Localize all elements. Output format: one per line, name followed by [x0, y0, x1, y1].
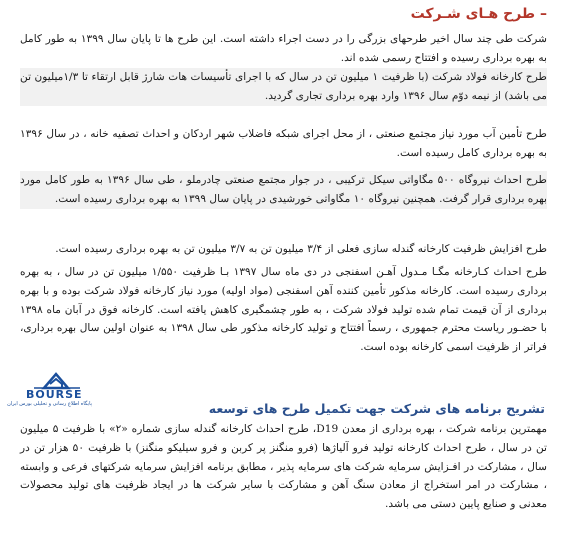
development-plans-heading: تشریح برنامه های شرکت جهت تکمیل طرح های توسعه: [208, 401, 545, 416]
paragraph-mega-module: طرح احداث کـارخانه مگـا مـدول آهـن اسفنجی در دی ماه سال ۱۳۹۷ بـا ظرفیت ۱/۵۵۰ میلیون تن در سال ، به بهره برداری رسیده است. کارخانه مذکور تأمین کننده آهن اسفنجی (مواد اولیه) مورد نیاز کارخانه فولاد شرکت بوده و با بهره برداری از آن قیمت تمام شده تولید فولاد شرکت ، به طور چشمگیری کاهش یافته است. کارخانه فوق در آبان ماه ۱۳۹۸ با حضـور ریاست محترم جمهوری ، رسماً افتتاح و تولید کارخانه مذکور طی سال ۱۳۹۸ به عنوان اولین سال بهره برداری، فراتر از ظرفیت اسمی کارخانه بوده است.: [20, 266, 548, 354]
paragraph-pellet-capacity: طرح افزایش ظرفیت کارخانه گندله سازی فعلی از ۳/۴ میلیون تن به ۳/۷ میلیون تن به بهره برداری رسیده است.: [55, 243, 547, 255]
logo-tagline: پایگاه اطلاع رسانی و تحلیلی بورس ایران: [7, 401, 92, 407]
paragraph-intro: شرکت طی چند سال اخیر طرحهای بزرگی را در دست اجراء داشته است. این طرح ها تا پایان سال ۱۳۹۹ به طور کامل به بهره برداری رسیده و افتتاح رسمی شده اند.: [20, 33, 547, 64]
paragraph-development-plans: مهمترین برنامه شرکت ، بهره برداری از معدن D19، طرح احداث کارخانه گندله سازی شماره «۲» با ظرفیت ۵ میلیون تن در سال ، طرح احداث کارخانه تولید فرو آلیاژها (فرو منگنز پر کربن و فرو سیلیکو منگنز) با ظرفیت ۵۰ هزار تن در سال ، مشارکت در افـزایش سرمایه شرکت های سرمایه پذیر ، مطابق برنامه افزایش سرمایه شرکتهای فرعی و وابسته ، مشارکت در امر استخراج از معادن سنگ آهن و مشارکت با سایر شرکت ها در ایجاد ظرفیت های تولید محصولات معدنی و صنایع پایین دستی می باشد.: [20, 423, 548, 511]
section-title: – طرح هـای شـرکت: [410, 6, 547, 22]
paragraph-power-plant: طرح احداث نیروگاه ۵۰۰ مگاواتی سیکل ترکیبی ، در جوار مجتمع صنعتی چادرملو ، طی سال ۱۳۹۶ به طور کامل مورد بهره برداری قرار گرفت. همچنین نیروگاه ۱۰ مگاواتی خورشیدی در پایان سال ۱۳۹۹ به بهره برداری رسیده است.: [20, 171, 547, 209]
paragraph-steel-plant: طرح کارخانه فولاد شرکت (با ظرفیت ۱ میلیون تن در سال که با اجرای تأسیسات هات شارژ قابل ارتقاء تا ۱/۳میلیون تن می باشد) از نیمه دوّم سال ۱۳۹۶ وارد بهره برداری تجاری گردید.: [20, 68, 547, 106]
bourse-logo: [7, 370, 92, 408]
paragraph-water-supply: طرح تأمین آب مورد نیاز مجتمع صنعتی ، از محل اجرای شبکه فاضلاب شهر اردکان و احداث تصفیه خانه ، در سال ۱۳۹۶ به بهره برداری کامل رسیده است.: [20, 128, 547, 159]
logo-wordmark: BOURSE: [26, 388, 83, 401]
